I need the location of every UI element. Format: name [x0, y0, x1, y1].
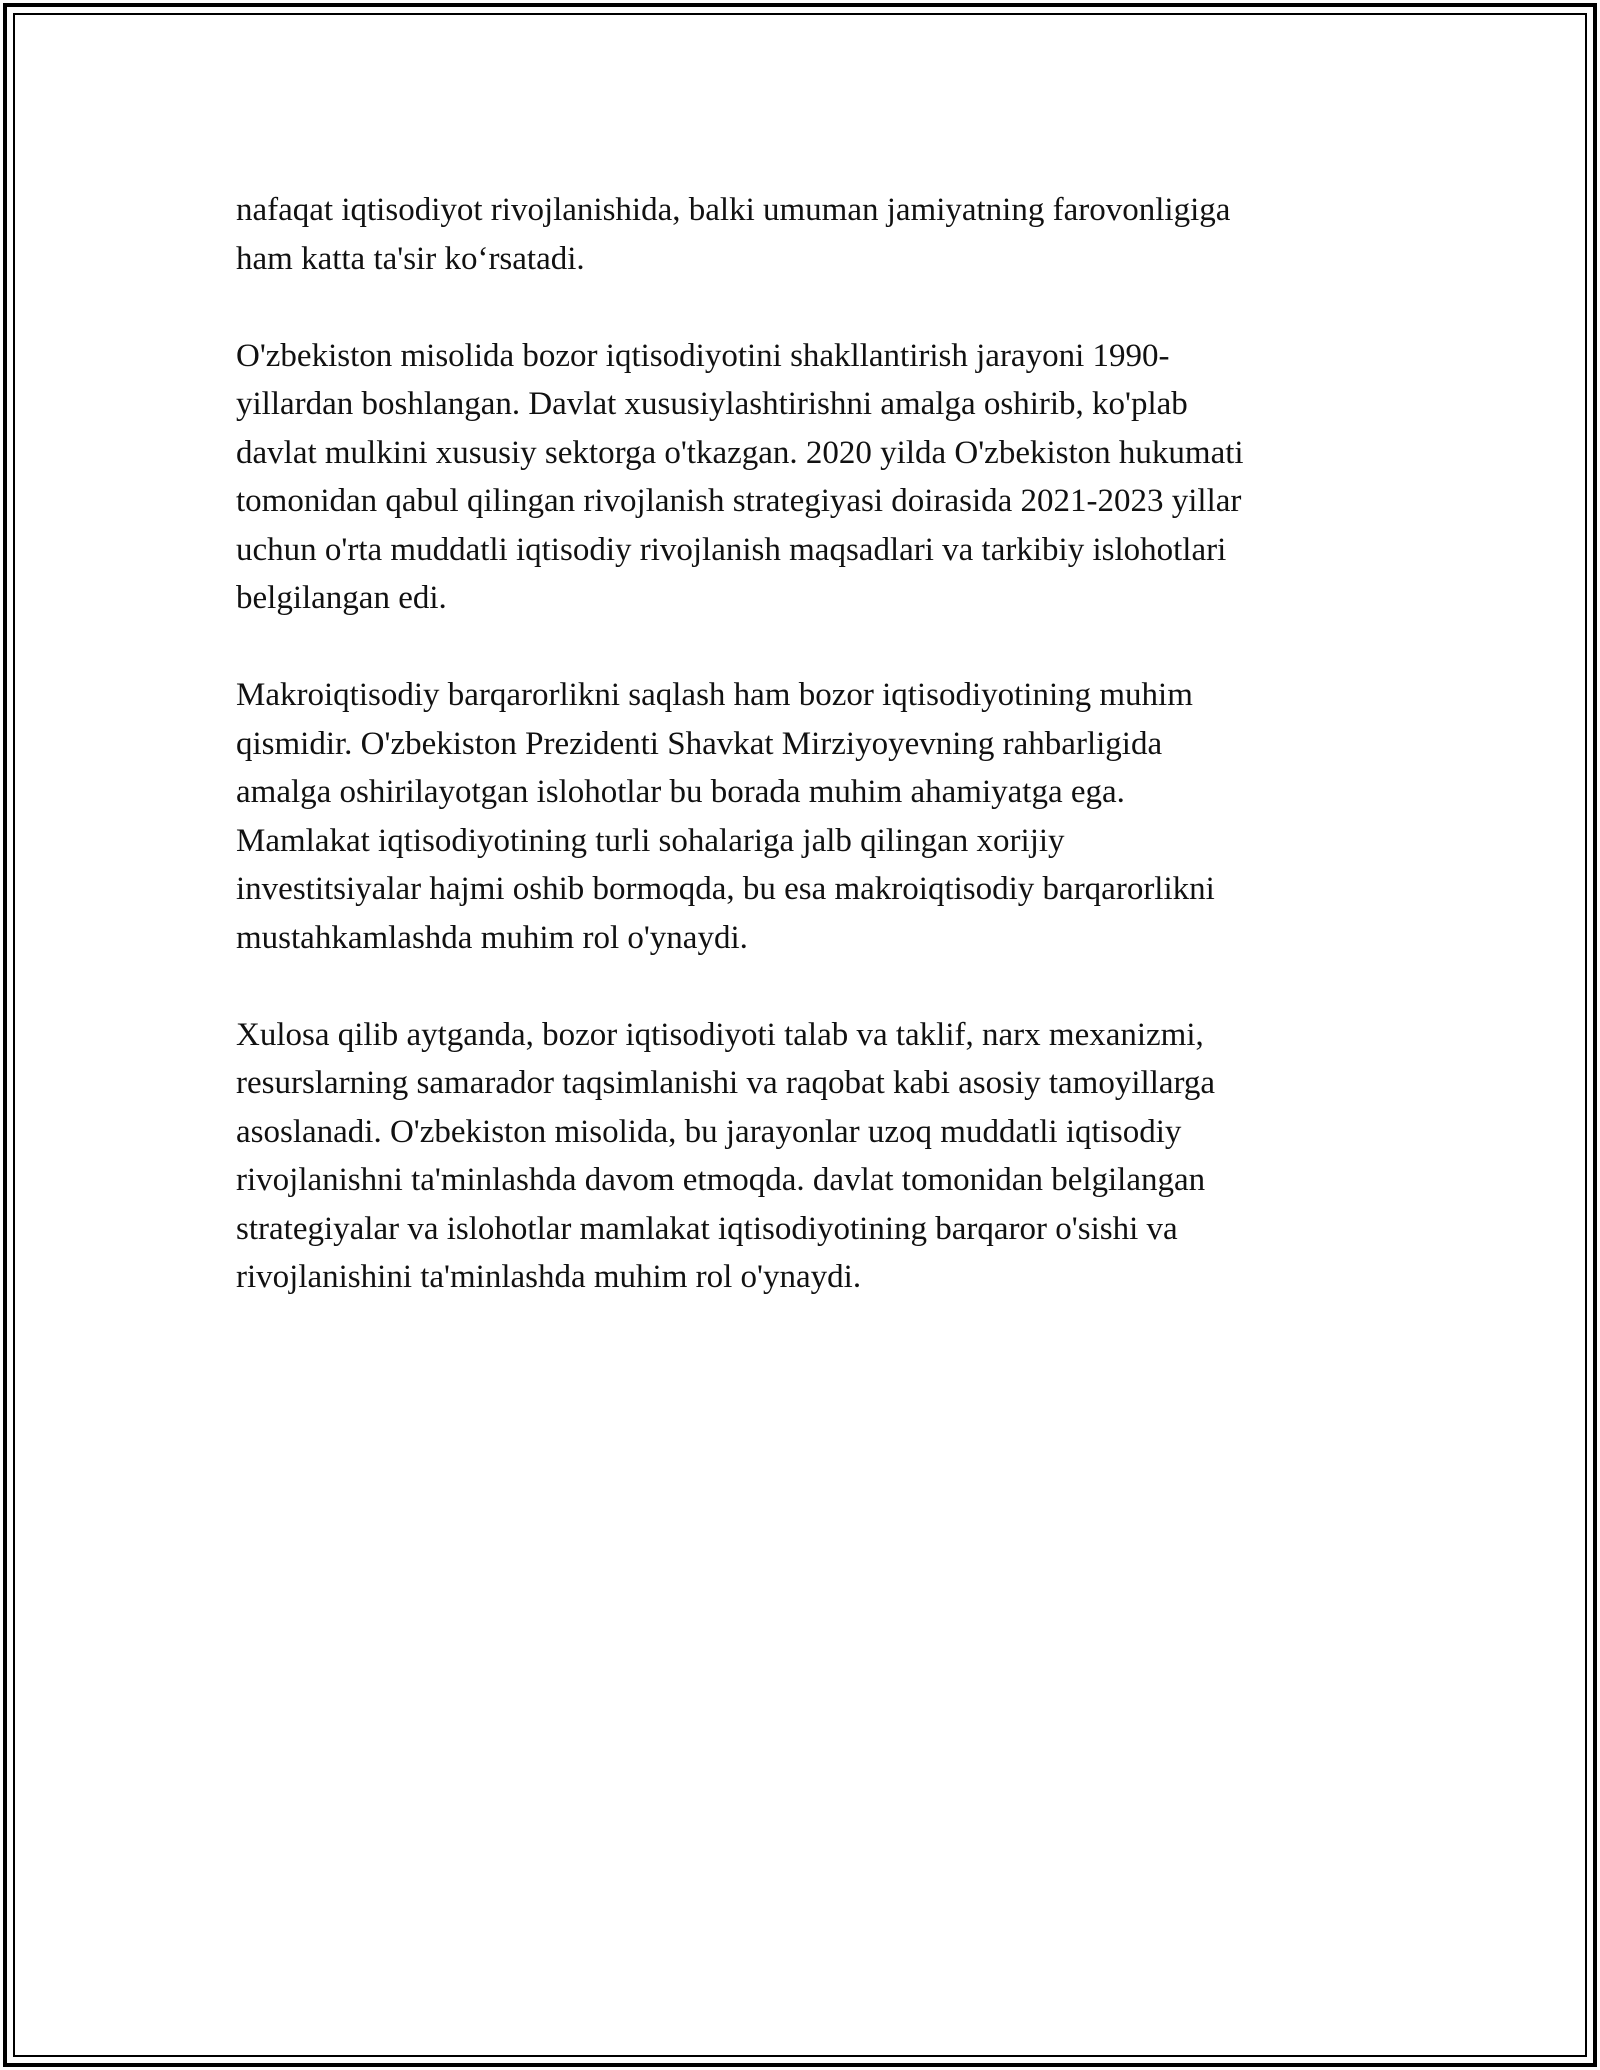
text-line: yillardan boshlangan. Davlat xususiylashtirishni amalga oshirib, ko'plab — [236, 386, 1188, 422]
text-line: nafaqat iqtisodiyot rivojlanishida, balki umuman jamiyatning farovonligiga — [236, 192, 1231, 228]
paragraph-4 — [236, 1011, 1376, 1302]
document-body — [236, 186, 1376, 1350]
text-line: strategiyalar va islohotlar mamlakat iqtisodiyotining barqaror o'sishi va — [236, 1210, 1178, 1247]
text-line: belgilangan edi. — [236, 580, 447, 616]
text-line: investitsiyalar hajmi oshib bormoqda, bu esa makroiqtisodiy barqarorlikni — [236, 871, 1215, 907]
text-line: resurslarning samarador taqsimlanishi va raqobat kabi asosiy tamoyillarga — [236, 1065, 1216, 1101]
text-line: asoslanadi. O'zbekiston misolida, bu jarayonlar uzoq muddatli iqtisodiy — [236, 1113, 1182, 1150]
paragraph-3 — [236, 671, 1376, 962]
text-line: amalga oshirilayotgan islohotlar bu borada muhim ahamiyatga ega. — [236, 774, 1125, 810]
text-line: davlat mulkini xususiy sektorga o'tkazgan. 2020 yilda O'zbekiston hukumati — [236, 434, 1244, 471]
text-line: rivojlanishni ta'minlashda davom etmoqda. davlat tomonidan belgilangan — [236, 1162, 1206, 1198]
text-line: rivojlanishini ta'minlashda muhim rol o'ynaydi. — [236, 1259, 862, 1295]
text-line: uchun o'rta muddatli iqtisodiy rivojlanish maqsadlari va tarkibiy islohotlari — [236, 531, 1227, 568]
text-line: tomonidan qabul qilingan rivojlanish strategiyasi doirasida 2021-2023 yillar — [236, 483, 1242, 519]
text-line: O'zbekiston misolida bozor iqtisodiyotini shakllantirish jarayoni 1990- — [236, 337, 1170, 374]
text-line: qismidir. O'zbekiston Prezidenti Shavkat Mirziyoyevning rahbarligida — [236, 725, 1163, 762]
paragraph-2 — [236, 332, 1376, 623]
text-line: mustahkamlashda muhim rol o'ynaydi. — [236, 919, 748, 956]
text-line: ham katta ta'sir ko‘rsatadi. — [236, 240, 585, 277]
paragraph-1 — [236, 186, 1376, 283]
text-line: Mamlakat iqtisodiyotining turli sohalariga jalb qilingan xorijiy — [236, 822, 1065, 859]
text-line: Makroiqtisodiy barqarorlikni saqlash ham bozor iqtisodiyotining muhim — [236, 677, 1193, 713]
text-line: Xulosa qilib aytganda, bozor iqtisodiyoti talab va taklif, narx mexanizmi, — [236, 1016, 1204, 1053]
